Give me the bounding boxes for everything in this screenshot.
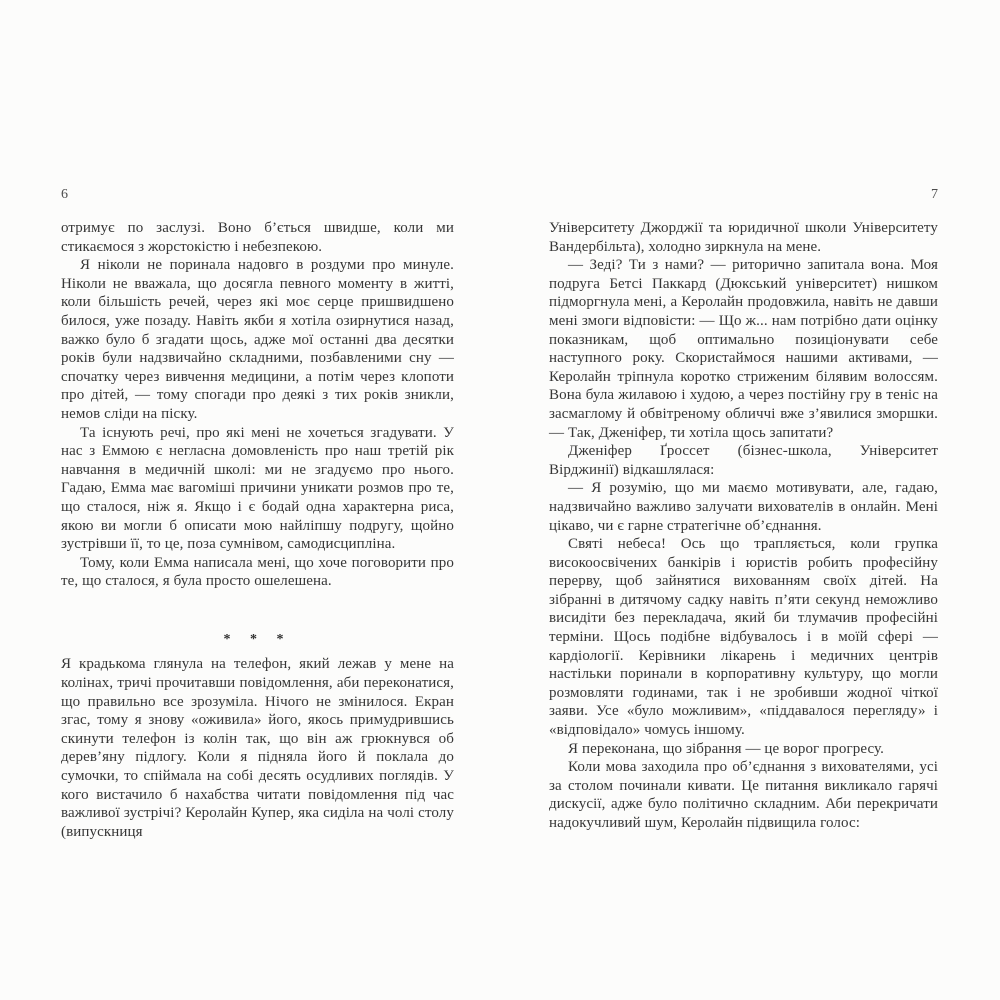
page-number-left: 6 [61, 187, 68, 202]
paragraph: — Зеді? Ти з нами? — риторично запитала вона. Моя подруга Бетсі Паккард (Дюкський університет) нишком підморгнула мені, а Керолайн продовжила, навіть не давши мені змоги відповісти: — Що ж... нам потрібно дати оцінку показникам, щоб оптимально позиціонувати себе наступного року. Скористаймося нашими активами, — Керолайн тріпнула коротко стриженим білявим волоссям. Вона була жилавою і худою, а через постійну гру в теніс на засмаглому й обвітреному обличчі вже з’явилися зморшки. — Так, Дженіфер, ти хотіла щось запитати? [549, 257, 938, 441]
paragraph: Та існують речі, про які мені не хочеться згадувати. У нас з Еммою є негласна домовленість про наш третій рік навчання в медичній школі: ми не згадуємо про нього. Гадаю, Емма має вагоміші причини уникати розмов про те, що сталося, ніж я. Якщо і є бодай одна характерна риса, якою ви могли б описати мою найліпшу подругу, щойно зустрівши її, то це, поза сумнівом, самодисципліна. [61, 424, 454, 553]
page-right [549, 187, 938, 833]
page-left-text-block [61, 219, 454, 841]
paragraph: Святі небеса! Ось що трапляється, коли групка високоосвічених банкірів і юристів робить професійну перерву, щоб зайнятися вихованням своїх дітей. На зібранні в дитячому садку навіть п’яти секунд неможливо висидіти без перекладача, який би тлумачив професійні терміни. Щось подібне відбувалось і в моїй сфері — кардіології. Керівники лікарень і медичних центрів настільки поринали в корпоративну культуру, що могли розмовляти годинами, так і не зробивши жодної чіткої заяви. Усе «було можливим», «піддавалося перегляду» і «відповідало» чомусь іншому. [549, 536, 938, 739]
paragraph: Я переконана, що зібрання — це ворог прогресу. [568, 740, 884, 757]
paragraph: Я ніколи не поринала надовго в роздуми про минуле. Ніколи не вважала, що досягла певного моменту в житті, коли більшість речей, через які моє серце пришвидшено билося, уже позаду. Навіть якби я хотіла озирнутися назад, важко було б згадати щось, адже мої останні два десятки років були надзвичайно складними, позбавленими сну — спочатку через вивчення медицини, а потім через клопоти про дітей, — тому спогади про деякі з тих років зникли, немов сліди на піску. [61, 257, 454, 422]
paragraph: — Я розумію, що ми маємо мотивувати, але, гадаю, надзвичайно важливо залучати вихователів в онлайн. Мені цікаво, чи є гарне стратегічне об’єднання. [549, 480, 938, 534]
page-left [61, 187, 454, 841]
paragraph: Університету Джорджії та юридичної школи Університету Вандербільта), холодно зиркнула на мене. [549, 220, 938, 255]
page-number-right: 7 [931, 187, 938, 202]
paragraph: Дженіфер Ґроссет (бізнес-школа, Університет Вірджинії) відкашлялася: [549, 443, 938, 478]
paragraph: отримує по заслузі. Воно б’ється швидше, коли ми стикаємося з жорстокістю і небезпекою. [61, 220, 454, 255]
page-right-text-block [549, 219, 938, 833]
paragraph: Я крадькома глянула на телефон, який лежав у мене на колінах, тричі прочитавши повідомлення, аби переконатися, що правильно все зрозуміла. Нічого не змінилося. Екран згас, тому я знову «оживила» його, якось примудрившись скинути телефон із колін так, що він аж грюкнувся об дерев’яну підлогу. Коли я підняла його й поклала до сумочки, то спіймала на собі десять осудливих поглядів. У кого вистачило б нахабства читати повідомлення під час важливої зустрічі? Керолайн Купер, яка сиділа на чолі столу (випускниця [61, 656, 454, 840]
paragraph: Тому, коли Емма написала мені, що хоче поговорити про те, що сталося, я була просто ошелешена. [61, 554, 454, 590]
section-separator: * * * [223, 631, 292, 647]
paragraph: Коли мова заходила про об’єднання з вихователями, усі за столом починали кивати. Це питання викликало гарячі дискусії, адже було політично складним. Аби перекричати надокучливий шум, Керолайн підвищила голос: [549, 759, 938, 831]
